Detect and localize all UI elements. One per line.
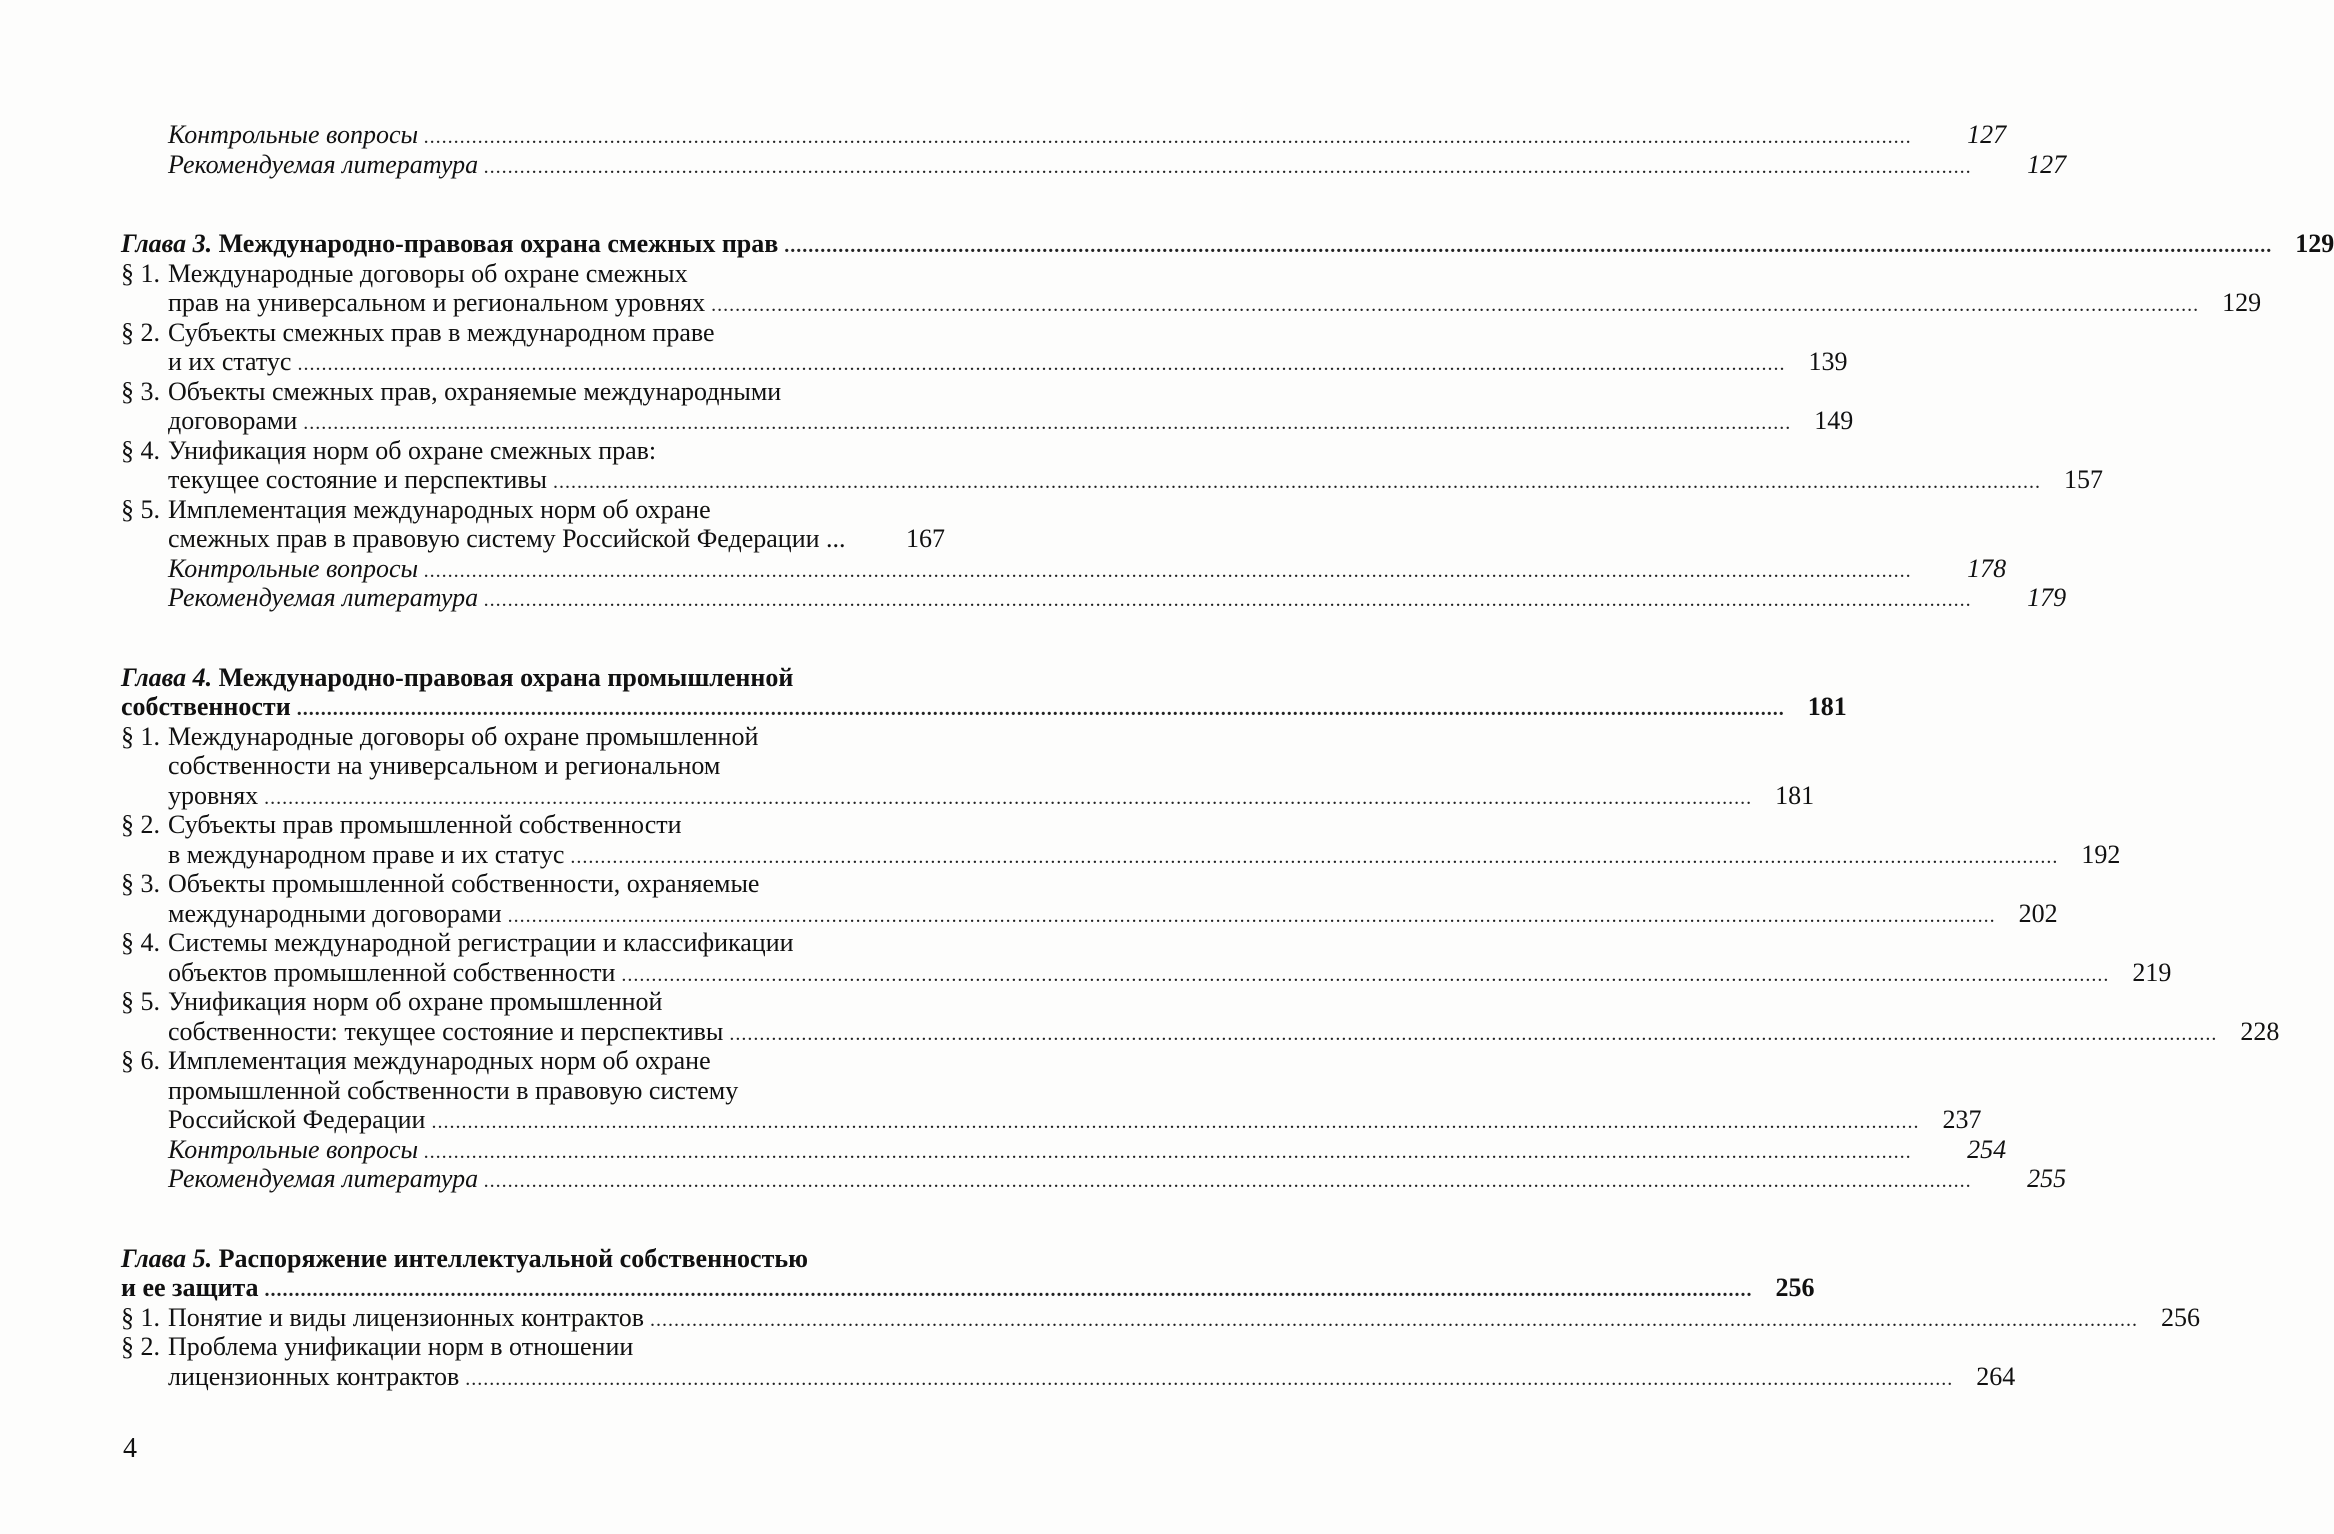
toc-chapter-5[interactable]: и ее защита ..... 256 [121, 1273, 945, 1303]
toc-section-3-2[interactable]: и их статус ..... 139 [121, 347, 945, 377]
toc-section-line: § 4. Системы международной регистрации и классификации [121, 928, 794, 957]
toc-section-4-5[interactable]: собственности: текущее состояние и перспективы ..... 228 [121, 1017, 945, 1047]
toc-section-3-5[interactable]: смежных прав в правовую систему Российской Федерации ... 167 [168, 524, 945, 553]
toc-chapter-5-title: Глава 5. Распоряжение интеллектуальной собственностью [121, 1243, 808, 1273]
toc-section-line: § 3. Объекты смежных прав, охраняемые международными [121, 376, 782, 406]
toc-chapter-4-title: Глава 4. Международно-правовая охрана промышленной [121, 662, 794, 692]
toc-chapter-3[interactable]: Глава 3. Международно-правовая охрана смежных прав ..... 129 [121, 229, 945, 259]
toc-section-line: § 1. Международные договоры об охране промышленной [121, 721, 759, 751]
table-of-contents [121, 120, 2334, 1391]
toc-section-line: § 5. Имплементация международных норм об охране [121, 494, 711, 524]
toc-section-3-4[interactable]: текущее состояние и перспективы ..... 157 [121, 465, 945, 495]
toc-entry-recommended-literature[interactable]: Рекомендуемая литература ..... 255 [121, 1164, 945, 1194]
toc-section-5-1[interactable]: § 1. Понятие и виды лицензионных контрактов ..... 256 [121, 1303, 945, 1333]
toc-section-line: § 6. Имплементация международных норм об охране [121, 1046, 711, 1075]
toc-entry-review-questions[interactable]: Контрольные вопросы ..... 127 [121, 120, 945, 150]
toc-entry-review-questions[interactable]: Контрольные вопросы ..... 178 [121, 554, 945, 584]
toc-entry-recommended-literature[interactable]: Рекомендуемая литература ..... 179 [121, 583, 945, 613]
toc-section-4-1[interactable]: уровнях ..... 181 [121, 781, 945, 811]
toc-section-line: § 5. Унификация норм об охране промышленной [121, 987, 663, 1016]
toc-section-4-2[interactable]: в международном праве и их статус ..... 192 [121, 840, 945, 870]
toc-section-line: § 3. Объекты промышленной собственности, охраняемые [121, 869, 760, 898]
toc-entry-review-questions[interactable]: Контрольные вопросы ..... 254 [121, 1135, 945, 1165]
toc-section-4-6[interactable]: Российской Федерации ..... 237 [121, 1105, 945, 1135]
toc-section-line: § 2. Субъекты прав промышленной собственности [121, 810, 682, 839]
toc-section-line: промышленной собственности в правовую систему [168, 1075, 739, 1105]
toc-section-line: § 4. Унификация норм об охране смежных прав: [121, 435, 657, 465]
toc-section-3-1[interactable]: прав на универсальном и региональном уровнях ..... 129 [121, 288, 945, 318]
toc-chapter-4[interactable]: собственности ..... 181 [121, 692, 945, 722]
toc-section-line: § 2. Субъекты смежных прав в международном праве [121, 317, 715, 347]
toc-section-line: § 2. Проблема унификации норм в отношении [121, 1332, 634, 1361]
toc-section-line: собственности на универсальном и региональном [168, 751, 721, 780]
page-number: 4 [123, 1433, 137, 1464]
toc-entry-recommended-literature[interactable]: Рекомендуемая литература ..... 127 [121, 150, 945, 180]
toc-section-5-2[interactable]: лицензионных контрактов ..... 264 [121, 1362, 945, 1392]
toc-section-4-3[interactable]: международными договорами ..... 202 [121, 899, 945, 929]
toc-section-4-4[interactable]: объектов промышленной собственности ..... 219 [121, 958, 945, 988]
toc-section-3-3[interactable]: договорами ..... 149 [121, 406, 945, 436]
toc-section-line: § 1. Международные договоры об охране смежных [121, 258, 688, 288]
